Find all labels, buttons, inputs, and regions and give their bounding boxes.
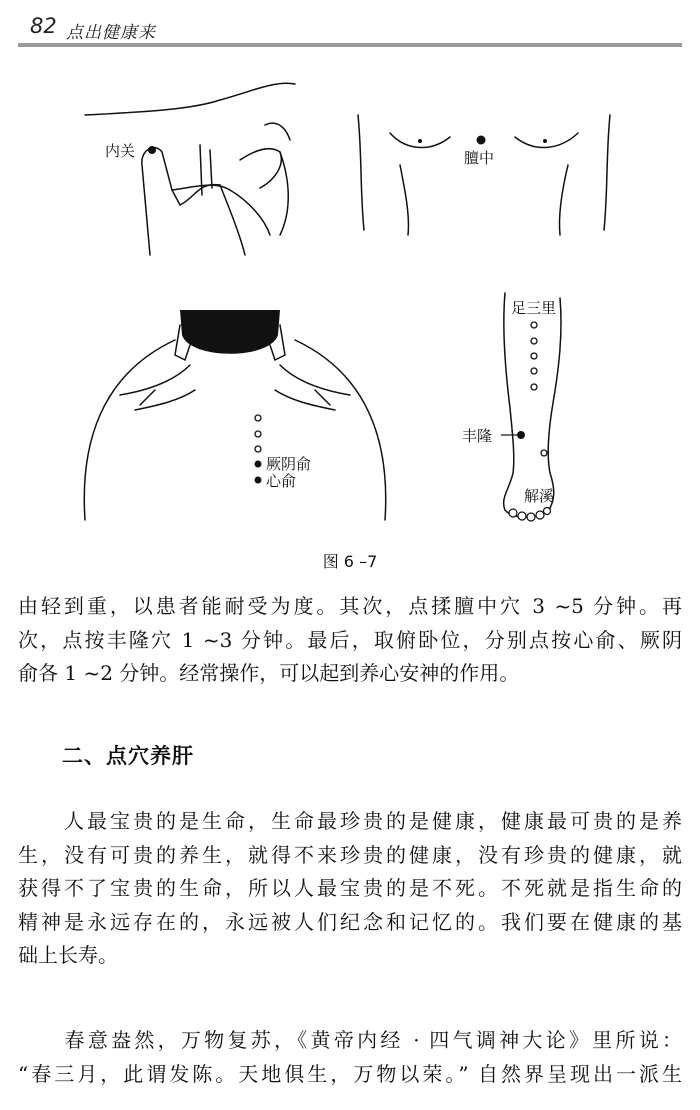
zusanli-label: 足三里 bbox=[511, 299, 557, 317]
text-line: “春三月，此谓发陈。天地俱生，万物以荣。” 自然界呈现出一派生 bbox=[18, 1061, 682, 1086]
running-title: 点出健康来 bbox=[66, 23, 156, 43]
acupoint-figure bbox=[0, 60, 700, 530]
danzhong-label: 膻中 bbox=[464, 149, 495, 167]
jueyinshu-point bbox=[255, 461, 262, 468]
neiguan-label: 内关 bbox=[105, 142, 136, 160]
jiexi-label: 解溪 bbox=[524, 487, 555, 505]
chest-illustration bbox=[340, 105, 630, 240]
page-header bbox=[0, 0, 700, 48]
leg-illustration bbox=[455, 288, 595, 528]
text-line: 次，点按丰隆穴 1 ~3 分钟。最后，取俯卧位，分别点按心俞、厥阴 bbox=[18, 627, 682, 652]
jueyinshu-label: 厥阴俞 bbox=[266, 455, 312, 473]
fenglong-point bbox=[517, 431, 525, 439]
xinshu-label: 心俞 bbox=[266, 472, 297, 490]
back-illustration bbox=[80, 305, 390, 530]
text-line: 获得不了宝贵的生命，所以人最宝贵的是不死。不死就是指生命的 bbox=[18, 876, 682, 900]
text-line: 础上长寿。 bbox=[18, 943, 118, 967]
text-line: 人最宝贵的是生命，生命最珍贵的是健康，健康最可贵的是养 bbox=[18, 809, 682, 833]
text-line: 春意盎然，万物复苏，《黄帝内经 · 四气调神大论》里所说： bbox=[18, 1028, 682, 1052]
text-line: 俞各 1 ~2 分钟。经常操作，可以起到养心安神的作用。 bbox=[18, 661, 520, 685]
paragraph-2 bbox=[18, 805, 682, 973]
paragraph-3 bbox=[18, 1024, 682, 1091]
text-line: 精神是永远存在的，永远被人们纪念和记忆的。我们要在健康的基 bbox=[18, 909, 682, 934]
xinshu-point bbox=[255, 477, 262, 484]
wrist-illustration bbox=[80, 70, 300, 270]
section-heading: 二、点穴养肝 bbox=[62, 744, 194, 768]
figure-caption: 图 6 –7 bbox=[322, 552, 378, 571]
text-line: 由轻到重，以患者能耐受为度。其次，点揉膻中穴 3 ~5 分钟。再 bbox=[18, 594, 682, 618]
text-line: 生，没有可贵的养生，就得不来珍贵的健康，没有珍贵的健康，就 bbox=[18, 842, 682, 867]
header-rule bbox=[18, 43, 682, 47]
fenglong-label: 丰隆 bbox=[462, 427, 493, 445]
danzhong-point bbox=[477, 136, 486, 145]
page-number: 82 bbox=[30, 14, 57, 38]
neiguan-point bbox=[148, 146, 156, 154]
paragraph-1 bbox=[18, 590, 682, 691]
head-silhouette bbox=[180, 310, 280, 354]
